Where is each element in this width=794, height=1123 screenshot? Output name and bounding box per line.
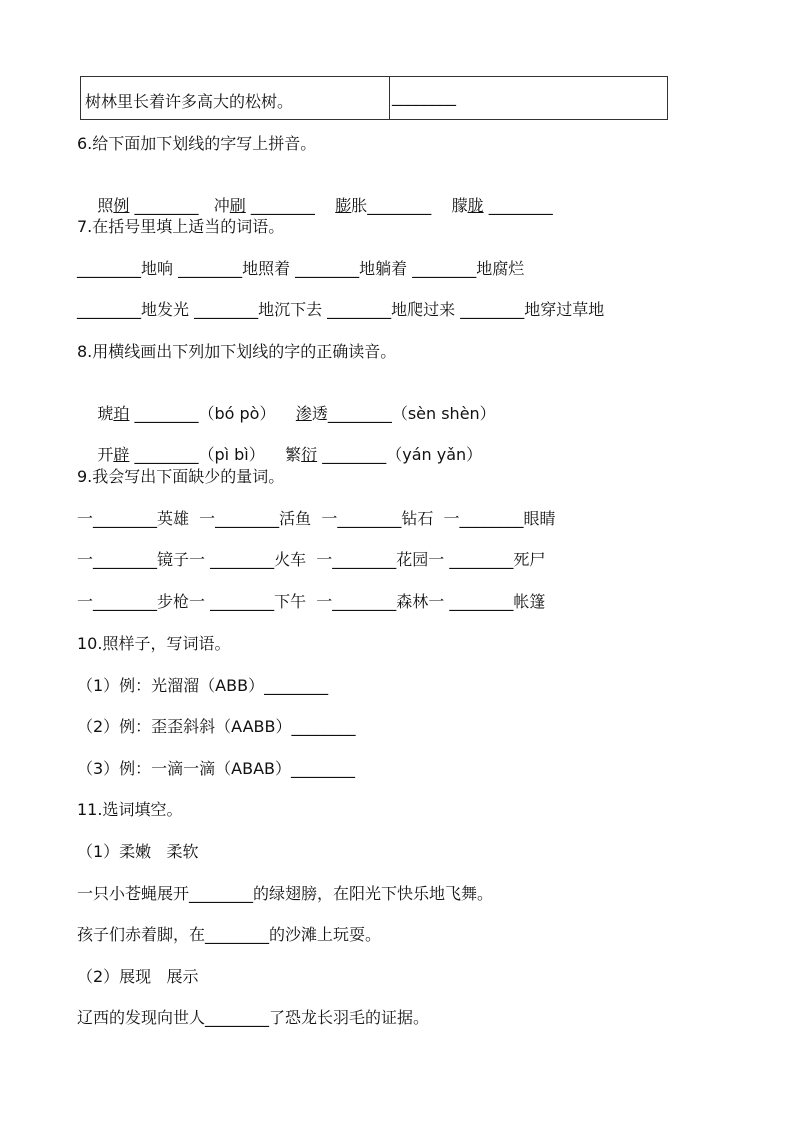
q11-title: 11.选词填空。 xyxy=(77,800,183,819)
table-sentence: 树林里长着许多高大的松树。 xyxy=(81,77,390,119)
q10-item2[interactable]: （2）例：歪歪斜斜（AABB）________ xyxy=(77,717,356,736)
q7-line1[interactable]: ________地响 ________地照着 ________地躺着 ________地腐烂 xyxy=(77,259,525,278)
q11-group1: （1）柔嫩 柔软 xyxy=(77,842,199,861)
q8-line2: 开辟 ________（pì bì） 繁衍 ________（yán yǎn） xyxy=(97,445,483,464)
q9-line3[interactable]: 一________步枪一 ________下午 一________森林一 ________帐篷 xyxy=(77,592,546,611)
q7-title: 7.在括号里填上适当的词语。 xyxy=(77,217,285,236)
q6-items: 照例 ________ 冲刷 ________ 膨胀________ 朦胧 ________ xyxy=(97,196,553,215)
q9-title: 9.我会写出下面缺少的量词。 xyxy=(77,467,285,486)
q11-sentence2[interactable]: 孩子们赤着脚，在________的沙滩上玩耍。 xyxy=(77,925,382,944)
q6-title: 6.给下面加下划线的字写上拼音。 xyxy=(77,134,317,153)
table-answer-blank[interactable]: ________ xyxy=(392,87,456,106)
q10-item1[interactable]: （1）例：光溜溜（ABB）________ xyxy=(77,676,329,695)
q11-sentence3[interactable]: 辽西的发现向世人________了恐龙长羽毛的证据。 xyxy=(77,1008,430,1027)
q9-line1[interactable]: 一________英雄 一________活鱼 一________钻石 一________眼睛 xyxy=(77,509,556,528)
q7-line2[interactable]: ________地发光 ________地沉下去 ________地爬过来 ________地穿过草地 xyxy=(77,300,605,319)
q8-title: 8.用横线画出下列加下划线的字的正确读音。 xyxy=(77,342,397,361)
q8-line1: 琥珀 ________（bó pò） 渗透________（sèn shèn） xyxy=(97,404,496,423)
q10-item3[interactable]: （3）例：一滴一滴（ABAB）________ xyxy=(77,759,356,778)
q9-line2[interactable]: 一________镜子一 ________火车 一________花园一 ________死尸 xyxy=(77,550,546,569)
q11-sentence1[interactable]: 一只小苍蝇展开________的绿翅膀，在阳光下快乐地飞舞。 xyxy=(77,884,494,903)
q10-title: 10.照样子，写词语。 xyxy=(77,634,231,653)
answer-table xyxy=(80,76,668,120)
q11-group2: （2）展现 展示 xyxy=(77,967,199,986)
